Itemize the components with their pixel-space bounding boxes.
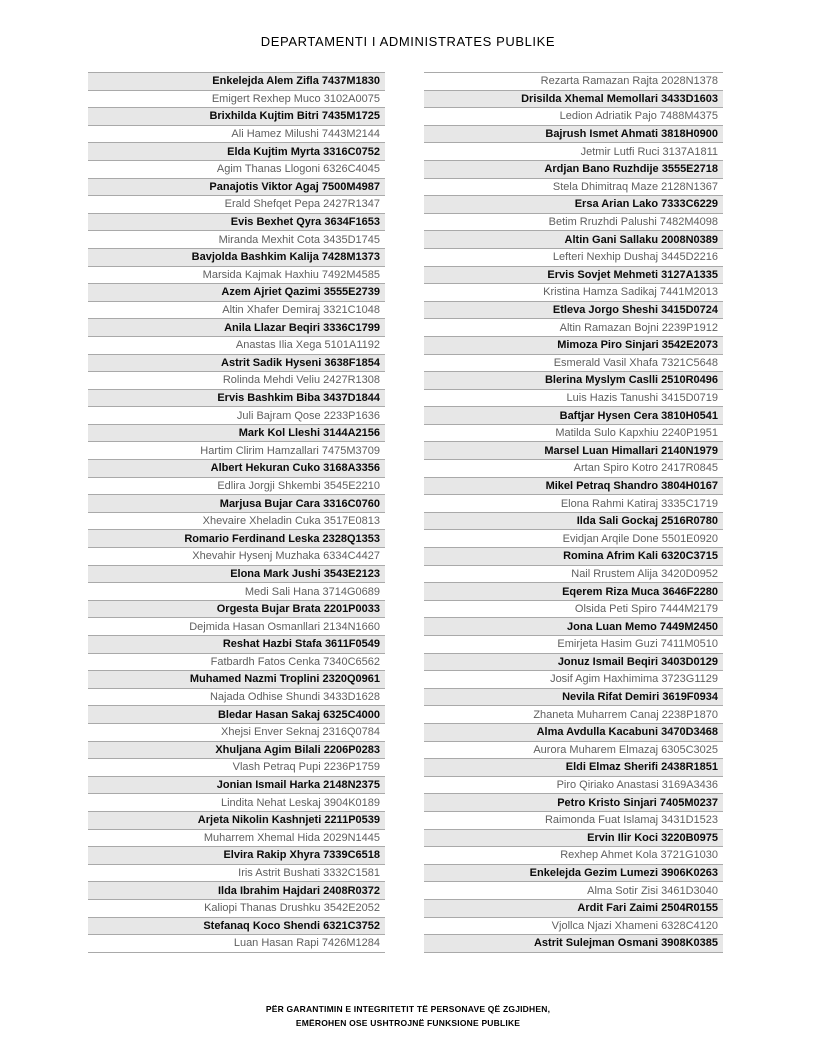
person-entry: Xhevahir Hysenj Muzhaka 6334C4427	[192, 550, 380, 563]
person-entry: Rexhep Ahmet Kola 3721G1030	[560, 849, 718, 862]
table-row	[424, 900, 723, 918]
person-entry: Eqerem Riza Muca 3646F2280	[562, 585, 718, 598]
person-entry: Xhejsi Enver Seknaj 2316Q0784	[221, 726, 380, 739]
table-row	[424, 935, 723, 953]
person-entry: Muharrem Xhemal Hida 2029N1445	[203, 831, 380, 844]
table-row	[88, 513, 385, 531]
table-row	[88, 794, 385, 812]
person-entry: Ledion Adriatik Pajo 7488M4375	[559, 110, 718, 123]
person-entry: Bavjolda Bashkim Kalija 7428M1373	[191, 251, 380, 264]
table-row	[424, 231, 723, 249]
table-row	[424, 214, 723, 232]
person-entry: Romina Afrim Kali 6320C3715	[563, 550, 718, 563]
table-row	[88, 530, 385, 548]
person-entry: Ilda Sali Gockaj 2516R0780	[576, 515, 718, 528]
table-row	[88, 143, 385, 161]
table-row	[424, 126, 723, 144]
table-row	[424, 91, 723, 109]
person-entry: Xhuljana Agim Bilali 2206P0283	[215, 743, 380, 756]
table-row	[88, 372, 385, 390]
person-entry: Panajotis Viktor Agaj 7500M4987	[209, 180, 380, 193]
person-entry: Kaliopi Thanas Drushku 3542E2052	[204, 902, 380, 915]
person-entry: Elona Mark Jushi 3543E2123	[230, 567, 380, 580]
table-row	[88, 636, 385, 654]
table-row	[424, 478, 723, 496]
table-row	[424, 249, 723, 267]
table-row	[424, 548, 723, 566]
person-entry: Ali Hamez Milushi 7443M2144	[231, 128, 380, 141]
table-row	[88, 196, 385, 214]
table-row	[88, 284, 385, 302]
table-row	[88, 830, 385, 848]
person-entry: Orgesta Bujar Brata 2201P0033	[216, 603, 380, 616]
person-entry: Dejmida Hasan Osmanllari 2134N1660	[189, 620, 380, 633]
person-entry: Jonian Ismail Harka 2148N2375	[216, 779, 380, 792]
person-entry: Alma Avdulla Kacabuni 3470D3468	[536, 726, 718, 739]
person-entry: Rolinda Mehdi Veliu 2427R1308	[222, 374, 380, 387]
table-row	[88, 601, 385, 619]
person-entry: Azem Ajriet Qazimi 3555E2739	[221, 286, 380, 299]
person-entry: Evis Bexhet Qyra 3634F1653	[230, 216, 380, 229]
table-row	[88, 478, 385, 496]
table-row	[88, 759, 385, 777]
table-row	[88, 689, 385, 707]
table-row	[88, 425, 385, 443]
table-row	[424, 882, 723, 900]
person-entry: Lindita Nehat Leskaj 3904K0189	[220, 796, 380, 809]
table-row	[88, 108, 385, 126]
table-row	[424, 636, 723, 654]
table-row	[424, 654, 723, 672]
table-row	[424, 759, 723, 777]
table-row	[424, 865, 723, 883]
table-row	[424, 179, 723, 197]
table-row	[88, 918, 385, 936]
table-row	[424, 267, 723, 285]
person-entry: Esmerald Vasil Xhafa 7321C5648	[553, 356, 718, 369]
table-row	[88, 302, 385, 320]
person-entry: Piro Qiriako Anastasi 3169A3436	[556, 779, 718, 792]
table-row	[88, 671, 385, 689]
table-row	[424, 742, 723, 760]
person-entry: Mikel Petraq Shandro 3804H0167	[545, 479, 718, 492]
person-entry: Emirjeta Hasim Guzi 7411M0510	[557, 638, 718, 651]
person-entry: Bledar Hasan Sakaj 6325C4000	[217, 708, 380, 721]
page-footer	[0, 1002, 816, 1030]
table-row	[424, 108, 723, 126]
table-row	[424, 355, 723, 373]
table-row	[88, 460, 385, 478]
table-row	[88, 566, 385, 584]
table-row	[88, 847, 385, 865]
person-entry: Mimoza Piro Sinjari 3542E2073	[557, 339, 718, 352]
table-row	[88, 73, 385, 91]
table-row	[88, 548, 385, 566]
table-row	[88, 355, 385, 373]
table-row	[424, 495, 723, 513]
table-row	[88, 618, 385, 636]
table-row	[424, 706, 723, 724]
person-entry: Enkelejda Gezim Lumezi 3906K0263	[529, 867, 718, 880]
person-entry: Nail Rrustem Alija 3420D0952	[571, 567, 718, 580]
table-row	[88, 91, 385, 109]
person-entry: Reshat Hazbi Stafa 3611F0549	[222, 638, 380, 651]
table-row	[424, 372, 723, 390]
person-entry: Raimonda Fuat Islamaj 3431D1523	[544, 814, 718, 827]
person-entry: Ervis Sovjet Mehmeti 3127A1335	[547, 268, 718, 281]
table-row	[88, 267, 385, 285]
person-entry: Romario Ferdinand Leska 2328Q1353	[184, 532, 380, 545]
table-row	[88, 865, 385, 883]
person-entry: Stela Dhimitraq Maze 2128N1367	[552, 180, 718, 193]
table-row	[88, 390, 385, 408]
page-title: DEPARTAMENTI I ADMINISTRATES PUBLIKE	[260, 34, 556, 49]
person-entry: Lefteri Nexhip Dushaj 3445D2216	[552, 251, 718, 264]
person-entry: Artan Spiro Kotro 2417R0845	[573, 462, 718, 475]
table-row	[424, 319, 723, 337]
table-row	[88, 179, 385, 197]
table-row	[88, 337, 385, 355]
person-entry: Luis Hazis Tanushi 3415D0719	[566, 391, 718, 404]
person-entry: Hartim Clirim Hamzallari 7475M3709	[200, 444, 380, 457]
person-entry: Baftjar Hysen Cera 3810H0541	[559, 409, 718, 422]
person-entry: Blerina Myslym Caslli 2510R0496	[544, 374, 718, 387]
person-entry: Josif Agim Haxhimima 3723G1129	[550, 673, 718, 686]
person-entry: Ilda Ibrahim Hajdari 2408R0372	[217, 884, 380, 897]
person-entry: Xhevaire Xheladin Cuka 3517E0813	[202, 515, 380, 528]
person-entry: Betim Rruzhdi Palushi 7482M4098	[548, 216, 718, 229]
person-entry: Olsida Peti Spiro 7444M2179	[574, 603, 718, 616]
person-entry: Vjollca Njazi Xhameni 6328C4120	[551, 919, 718, 932]
table-row	[424, 143, 723, 161]
person-entry: Arjeta Nikolin Kashnjeti 2211P0539	[197, 814, 380, 827]
person-entry: Anastas Ilia Xega 5101A1192	[235, 339, 380, 352]
table-row	[424, 425, 723, 443]
table-row	[424, 513, 723, 531]
table-row	[424, 812, 723, 830]
person-entry: Evidjan Arqile Done 5501E0920	[562, 532, 718, 545]
table-row	[88, 777, 385, 795]
person-entry: Emigert Rexhep Muco 3102A0075	[211, 92, 380, 105]
person-entry: Ervis Bashkim Biba 3437D1844	[217, 391, 380, 404]
person-entry: Nevila Rifat Demiri 3619F0934	[562, 691, 718, 704]
table-row	[424, 407, 723, 425]
person-entry: Kristina Hamza Sadikaj 7441M2013	[543, 286, 718, 299]
table-row	[88, 495, 385, 513]
person-entry: Ardjan Bano Ruzhdije 3555E2718	[544, 163, 718, 176]
table-row	[424, 284, 723, 302]
table-row	[424, 671, 723, 689]
person-entry: Agim Thanas Llogoni 6326C4045	[216, 163, 380, 176]
table-row	[424, 302, 723, 320]
table-row	[88, 812, 385, 830]
footer-line-2: EMËROHEN OSE USHTROJNË FUNKSIONE PUBLIKE	[295, 1018, 521, 1028]
person-entry: Etleva Jorgo Sheshi 3415D0724	[552, 304, 718, 317]
table-row	[424, 161, 723, 179]
table-row	[424, 73, 723, 91]
person-entry: Anila Llazar Beqiri 3336C1799	[224, 321, 380, 334]
person-entry: Altin Gani Sallaku 2008N0389	[564, 233, 718, 246]
person-entry: Enkelejda Alem Zifla 7437M1830	[212, 75, 380, 88]
table-row	[424, 442, 723, 460]
person-entry: Bajrush Ismet Ahmati 3818H0900	[545, 128, 718, 141]
person-entry: Jona Luan Memo 7449M2450	[566, 620, 718, 633]
person-entry: Albert Hekuran Cuko 3168A3356	[210, 462, 380, 475]
person-entry: Elvira Rakip Xhyra 7339C6518	[223, 849, 380, 862]
person-entry: Luan Hasan Rapi 7426M1284	[233, 937, 380, 950]
person-entry: Juli Bajram Qose 2233P1636	[236, 409, 380, 422]
person-entry: Brixhilda Kujtim Bitri 7435M1725	[209, 110, 380, 123]
person-entry: Ardit Fari Zaimi 2504R0155	[577, 902, 718, 915]
table-row	[88, 882, 385, 900]
table-row	[88, 935, 385, 953]
person-entry: Zhaneta Muharrem Canaj 2238P1870	[533, 708, 718, 721]
table-row	[424, 390, 723, 408]
table-row	[88, 742, 385, 760]
table-row	[88, 706, 385, 724]
person-entry: Miranda Mexhit Cota 3435D1745	[218, 233, 380, 246]
person-entry: Marjusa Bujar Cara 3316C0760	[219, 497, 380, 510]
table-row	[424, 618, 723, 636]
person-entry: Rezarta Ramazan Rajta 2028N1378	[540, 75, 718, 88]
person-entry: Matilda Sulo Kapxhiu 2240P1951	[555, 427, 718, 440]
column-left	[88, 72, 385, 953]
table-row	[88, 214, 385, 232]
table-row	[88, 161, 385, 179]
table-row	[88, 249, 385, 267]
table-row	[424, 566, 723, 584]
person-entry: Aurora Muharem Elmazaj 6305C3025	[533, 743, 718, 756]
name-tables	[88, 72, 723, 953]
table-row	[424, 830, 723, 848]
person-entry: Altin Xhafer Demiraj 3321C1048	[222, 304, 380, 317]
table-row	[424, 724, 723, 742]
person-entry: Marsida Kajmak Haxhiu 7492M4585	[202, 268, 380, 281]
person-entry: Edlira Jorgji Shkembi 3545E2210	[217, 479, 380, 492]
table-row	[424, 794, 723, 812]
table-row	[424, 918, 723, 936]
table-row	[88, 654, 385, 672]
table-row	[424, 196, 723, 214]
person-entry: Marsel Luan Himallari 2140N1979	[544, 444, 718, 457]
footer-line-1: PËR GARANTIMIN E INTEGRITETIT TË PERSONAVE QË ZGJIDHEN,	[265, 1004, 551, 1014]
table-row	[88, 231, 385, 249]
table-row	[424, 337, 723, 355]
person-entry: Astrit Sulejman Osmani 3908K0385	[533, 937, 718, 950]
table-row	[88, 900, 385, 918]
table-row	[424, 847, 723, 865]
person-entry: Muhamed Nazmi Troplini 2320Q0961	[189, 673, 380, 686]
table-row	[88, 724, 385, 742]
table-row	[88, 126, 385, 144]
person-entry: Alma Sotir Zisi 3461D3040	[587, 884, 718, 897]
person-entry: Stefanaq Koco Shendi 6321C3752	[203, 919, 380, 932]
table-row	[424, 530, 723, 548]
person-entry: Medi Sali Hana 3714G0689	[244, 585, 380, 598]
table-row	[88, 407, 385, 425]
column-right	[424, 72, 723, 953]
table-row	[424, 601, 723, 619]
table-row	[88, 583, 385, 601]
person-entry: Iris Astrit Bushati 3332C1581	[238, 867, 380, 880]
person-entry: Astrit Sadik Hyseni 3638F1854	[221, 356, 380, 369]
person-entry: Petro Kristo Sinjari 7405M0237	[557, 796, 718, 809]
table-row	[424, 460, 723, 478]
person-entry: Eldi Elmaz Sherifi 2438R1851	[565, 761, 718, 774]
person-entry: Jetmir Lutfi Ruci 3137A1811	[580, 145, 718, 158]
person-entry: Najada Odhise Shundi 3433D1628	[209, 691, 380, 704]
person-entry: Mark Kol Lleshi 3144A2156	[238, 427, 380, 440]
person-entry: Elda Kujtim Myrta 3316C0752	[227, 145, 380, 158]
person-entry: Ervin Ilir Koci 3220B0975	[587, 831, 718, 844]
table-row	[88, 319, 385, 337]
person-entry: Elona Rahmi Katiraj 3335C1719	[560, 497, 718, 510]
table-row	[424, 777, 723, 795]
table-row	[424, 689, 723, 707]
person-entry: Jonuz Ismail Beqiri 3403D0129	[557, 655, 718, 668]
table-row	[88, 442, 385, 460]
person-entry: Fatbardh Fatos Cenka 7340C6562	[210, 655, 380, 668]
person-entry: Ersa Arian Lako 7333C6229	[574, 198, 718, 211]
table-row	[424, 583, 723, 601]
person-entry: Altin Ramazan Bojni 2239P1912	[559, 321, 718, 334]
person-entry: Drisilda Xhemal Memollari 3433D1603	[521, 92, 718, 105]
person-entry: Erald Shefqet Pepa 2427R1347	[224, 198, 380, 211]
person-entry: Vlash Petraq Pupi 2236P1759	[232, 761, 380, 774]
